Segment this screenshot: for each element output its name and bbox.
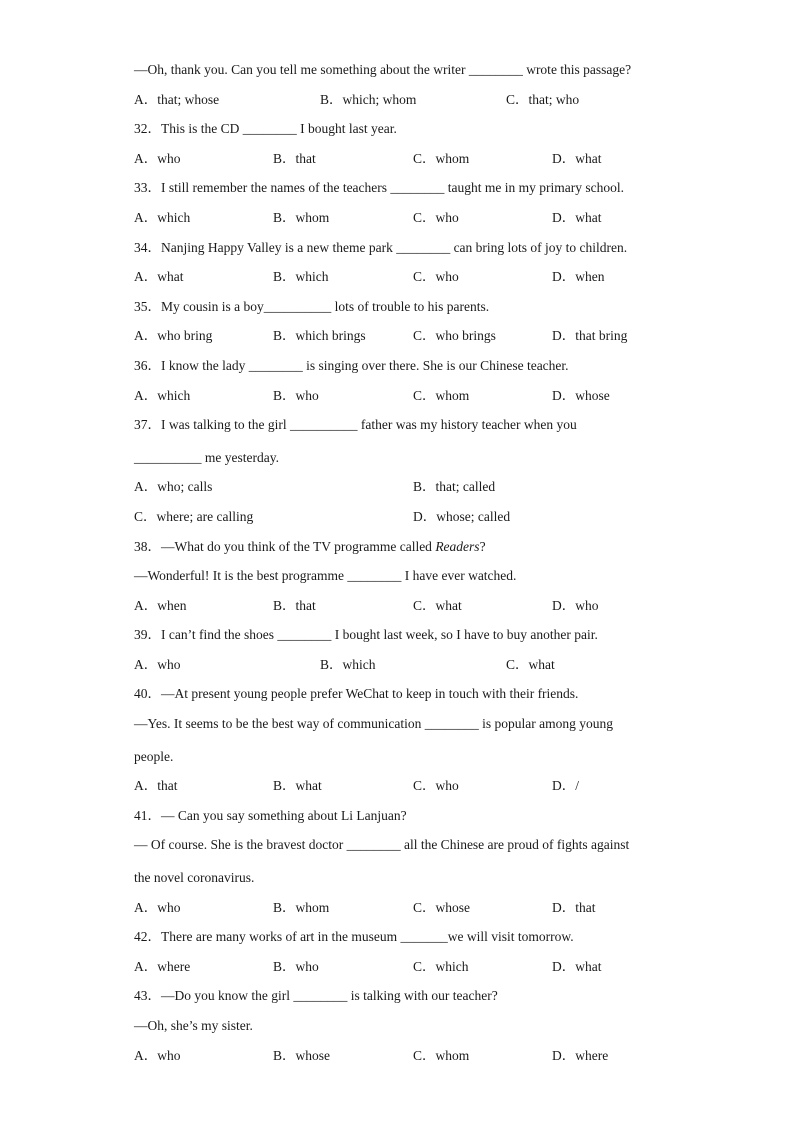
question-40-stem-line-1: 40．—At present young people prefer WeChat to keep in touch with their friends. bbox=[134, 686, 579, 702]
question-41-options bbox=[134, 900, 674, 930]
option-a: A．what bbox=[134, 269, 184, 285]
option-b: B．whom bbox=[273, 209, 330, 225]
question-43-options bbox=[134, 1048, 674, 1078]
question-40-stem-line-2: —Yes. It seems to be the best way of communication ________ is popular among young bbox=[134, 716, 613, 732]
option-d: D．who bbox=[552, 597, 599, 613]
question-34-stem: 34．Nanjing Happy Valley is a new theme park ________ can bring lots of joy to children. bbox=[134, 239, 628, 255]
option-c: C．whose bbox=[413, 899, 470, 915]
option-a: A．when bbox=[134, 597, 187, 613]
question-40-options bbox=[134, 778, 674, 808]
option-b: B．which bbox=[273, 269, 329, 285]
option-a: A．who bbox=[134, 656, 181, 672]
option-b: B．who bbox=[273, 387, 319, 403]
question-40-stem-line-3: people. bbox=[134, 748, 174, 764]
question-43-stem-line-1: 43．—Do you know the girl ________ is talking with our teacher? bbox=[134, 988, 498, 1004]
question-39-options bbox=[134, 657, 674, 687]
option-a: A．who bbox=[134, 899, 181, 915]
question-37-options-row-2 bbox=[134, 509, 674, 539]
question-36-stem: 36．I know the lady ________ is singing over there. She is our Chinese teacher. bbox=[134, 357, 569, 373]
option-a: A．who; calls bbox=[134, 479, 213, 495]
option-c: C．whom bbox=[413, 387, 470, 403]
question-38-options bbox=[134, 598, 674, 628]
option-d: D．that bbox=[552, 899, 596, 915]
question-42-stem: 42．There are many works of art in the museum _______we will visit tomorrow. bbox=[134, 929, 574, 945]
option-a: A．which bbox=[134, 387, 191, 403]
option-c: C．who bbox=[413, 209, 459, 225]
option-a: A．which bbox=[134, 209, 191, 225]
question-42-options bbox=[134, 959, 674, 989]
option-a: A．that bbox=[134, 778, 178, 794]
option-b: B．which bbox=[320, 656, 376, 672]
question-37-stem-line-1: 37．I was talking to the girl __________ father was my history teacher when you bbox=[134, 417, 577, 433]
document-page bbox=[134, 62, 674, 1077]
question-35-options bbox=[134, 328, 674, 358]
option-c: C．which bbox=[413, 958, 469, 974]
option-c: C．who bbox=[413, 269, 459, 285]
option-c: C．that; who bbox=[506, 91, 580, 107]
option-b: B．what bbox=[273, 778, 322, 794]
question-41-stem-line-2: — Of course. She is the bravest doctor ________ all the Chinese are proud of fights against bbox=[134, 837, 630, 853]
option-c: C．who brings bbox=[413, 328, 496, 344]
question-37-stem-line-2: __________ me yesterday. bbox=[134, 449, 279, 465]
option-c: C．whom bbox=[413, 1047, 470, 1063]
option-b: B．that bbox=[273, 150, 316, 166]
question-37-options-row-1 bbox=[134, 479, 674, 509]
option-d: D．that bring bbox=[552, 328, 628, 344]
option-c: C．where; are calling bbox=[134, 508, 254, 524]
option-a: A．who bbox=[134, 1047, 181, 1063]
option-d: D．when bbox=[552, 269, 605, 285]
question-38-stem-suffix: ? bbox=[479, 538, 486, 554]
option-b: B．that bbox=[273, 597, 316, 613]
question-32-stem: 32．This is the CD ________ I bought last year. bbox=[134, 121, 397, 137]
option-b: B．which brings bbox=[273, 328, 366, 344]
option-d: D．what bbox=[552, 958, 602, 974]
option-a: A．that; whose bbox=[134, 91, 220, 107]
option-b: B．which; whom bbox=[320, 91, 417, 107]
option-d: D．what bbox=[552, 209, 602, 225]
question-36-options bbox=[134, 388, 674, 418]
option-b: B．that; called bbox=[413, 479, 496, 495]
option-d: D．/ bbox=[552, 778, 579, 794]
option-b: B．whose bbox=[273, 1047, 330, 1063]
question-34-options bbox=[134, 269, 674, 299]
question-38-stem-line-2: —Wonderful! It is the best programme ________ I have ever watched. bbox=[134, 568, 517, 584]
option-c: C．who bbox=[413, 778, 459, 794]
question-38-stem-line-1 bbox=[134, 539, 674, 569]
question-33-options bbox=[134, 210, 674, 240]
question-41-stem-line-3: the novel coronavirus. bbox=[134, 870, 255, 886]
programme-title: Readers bbox=[435, 538, 480, 554]
question-32-options bbox=[134, 151, 674, 181]
option-c: C．what bbox=[413, 597, 462, 613]
option-c: C．whom bbox=[413, 150, 470, 166]
option-d: D．whose; called bbox=[413, 508, 511, 524]
question-38-stem-prefix: 38．—What do you think of the TV programme called bbox=[134, 538, 436, 554]
option-a: A．who bring bbox=[134, 328, 213, 344]
option-d: D．whose bbox=[552, 387, 610, 403]
question-39-stem: 39．I can’t find the shoes ________ I bought last week, so I have to buy another pair. bbox=[134, 627, 598, 643]
option-c: C．what bbox=[506, 656, 555, 672]
question-41-stem-line-1: 41．— Can you say something about Li Lanjuan? bbox=[134, 807, 407, 823]
question-31-options bbox=[134, 92, 674, 122]
question-31-stem: —Oh, thank you. Can you tell me something about the writer ________ wrote this passage? bbox=[134, 62, 632, 77]
option-a: A．who bbox=[134, 150, 181, 166]
question-43-stem-line-2: —Oh, she’s my sister. bbox=[134, 1018, 253, 1033]
option-a: A．where bbox=[134, 958, 191, 974]
question-35-stem: 35．My cousin is a boy__________ lots of trouble to his parents. bbox=[134, 298, 490, 314]
question-33-stem: 33．I still remember the names of the teachers ________ taught me in my primary school. bbox=[134, 180, 625, 196]
option-d: D．what bbox=[552, 150, 602, 166]
option-b: B．who bbox=[273, 958, 319, 974]
option-d: D．where bbox=[552, 1047, 609, 1063]
option-b: B．whom bbox=[273, 899, 330, 915]
